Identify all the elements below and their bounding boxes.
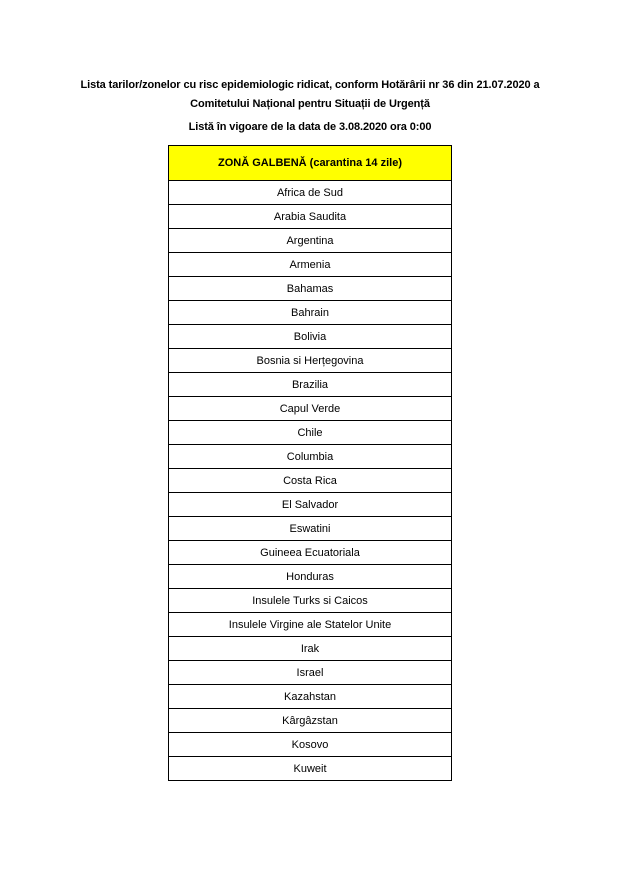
country-cell: Chile <box>169 421 452 445</box>
table-row <box>169 301 452 325</box>
country-cell: Insulele Turks si Caicos <box>169 589 452 613</box>
country-cell: Brazilia <box>169 373 452 397</box>
table-row <box>169 397 452 421</box>
table-row <box>169 277 452 301</box>
table-header-row <box>169 146 452 181</box>
table-row <box>169 349 452 373</box>
country-cell: Insulele Virgine ale Statelor Unite <box>169 613 452 637</box>
table-row <box>169 421 452 445</box>
country-cell: Kosovo <box>169 733 452 757</box>
document-title-line-1: Lista tarilor/zonelor cu risc epidemiologic ridicat, conform Hotărârii nr 36 din 21.07.2020 a <box>80 79 540 91</box>
table-row <box>169 661 452 685</box>
country-cell: Arabia Saudita <box>169 205 452 229</box>
country-cell: Kuweit <box>169 757 452 781</box>
country-cell: Bolivia <box>169 325 452 349</box>
country-cell: Israel <box>169 661 452 685</box>
table-row <box>169 685 452 709</box>
country-cell: Kazahstan <box>169 685 452 709</box>
country-cell: Columbia <box>169 445 452 469</box>
zone-header: ZONĂ GALBENĂ (carantina 14 zile) <box>169 146 452 181</box>
document-title-line-2: Comitetului Național pentru Situații de Urgență <box>190 98 430 110</box>
table-row <box>169 757 452 781</box>
table-row <box>169 517 452 541</box>
country-cell: Bahrain <box>169 301 452 325</box>
document-subtitle: Listă în vigoare de la data de 3.08.2020 ora 0:00 <box>188 121 432 133</box>
country-cell: Africa de Sud <box>169 181 452 205</box>
table-row <box>169 733 452 757</box>
table-row <box>169 445 452 469</box>
country-cell: Costa Rica <box>169 469 452 493</box>
country-list-table <box>168 145 452 781</box>
table-row <box>169 229 452 253</box>
table-row <box>169 637 452 661</box>
country-cell: Armenia <box>169 253 452 277</box>
table-row <box>169 541 452 565</box>
country-cell: Capul Verde <box>169 397 452 421</box>
country-cell: Honduras <box>169 565 452 589</box>
table-row <box>169 181 452 205</box>
country-cell: El Salvador <box>169 493 452 517</box>
country-cell: Kârgâzstan <box>169 709 452 733</box>
table-row <box>169 589 452 613</box>
table-row <box>169 493 452 517</box>
table-row <box>169 565 452 589</box>
country-cell: Eswatini <box>169 517 452 541</box>
table-row <box>169 613 452 637</box>
table-row <box>169 709 452 733</box>
table-body <box>169 181 452 781</box>
table-row <box>169 469 452 493</box>
country-cell: Bosnia si Herțegovina <box>169 349 452 373</box>
table-row <box>169 253 452 277</box>
table-row <box>169 325 452 349</box>
country-cell: Argentina <box>169 229 452 253</box>
table-row <box>169 205 452 229</box>
country-cell: Bahamas <box>169 277 452 301</box>
country-cell: Irak <box>169 637 452 661</box>
table-row <box>169 373 452 397</box>
country-cell: Guineea Ecuatoriala <box>169 541 452 565</box>
